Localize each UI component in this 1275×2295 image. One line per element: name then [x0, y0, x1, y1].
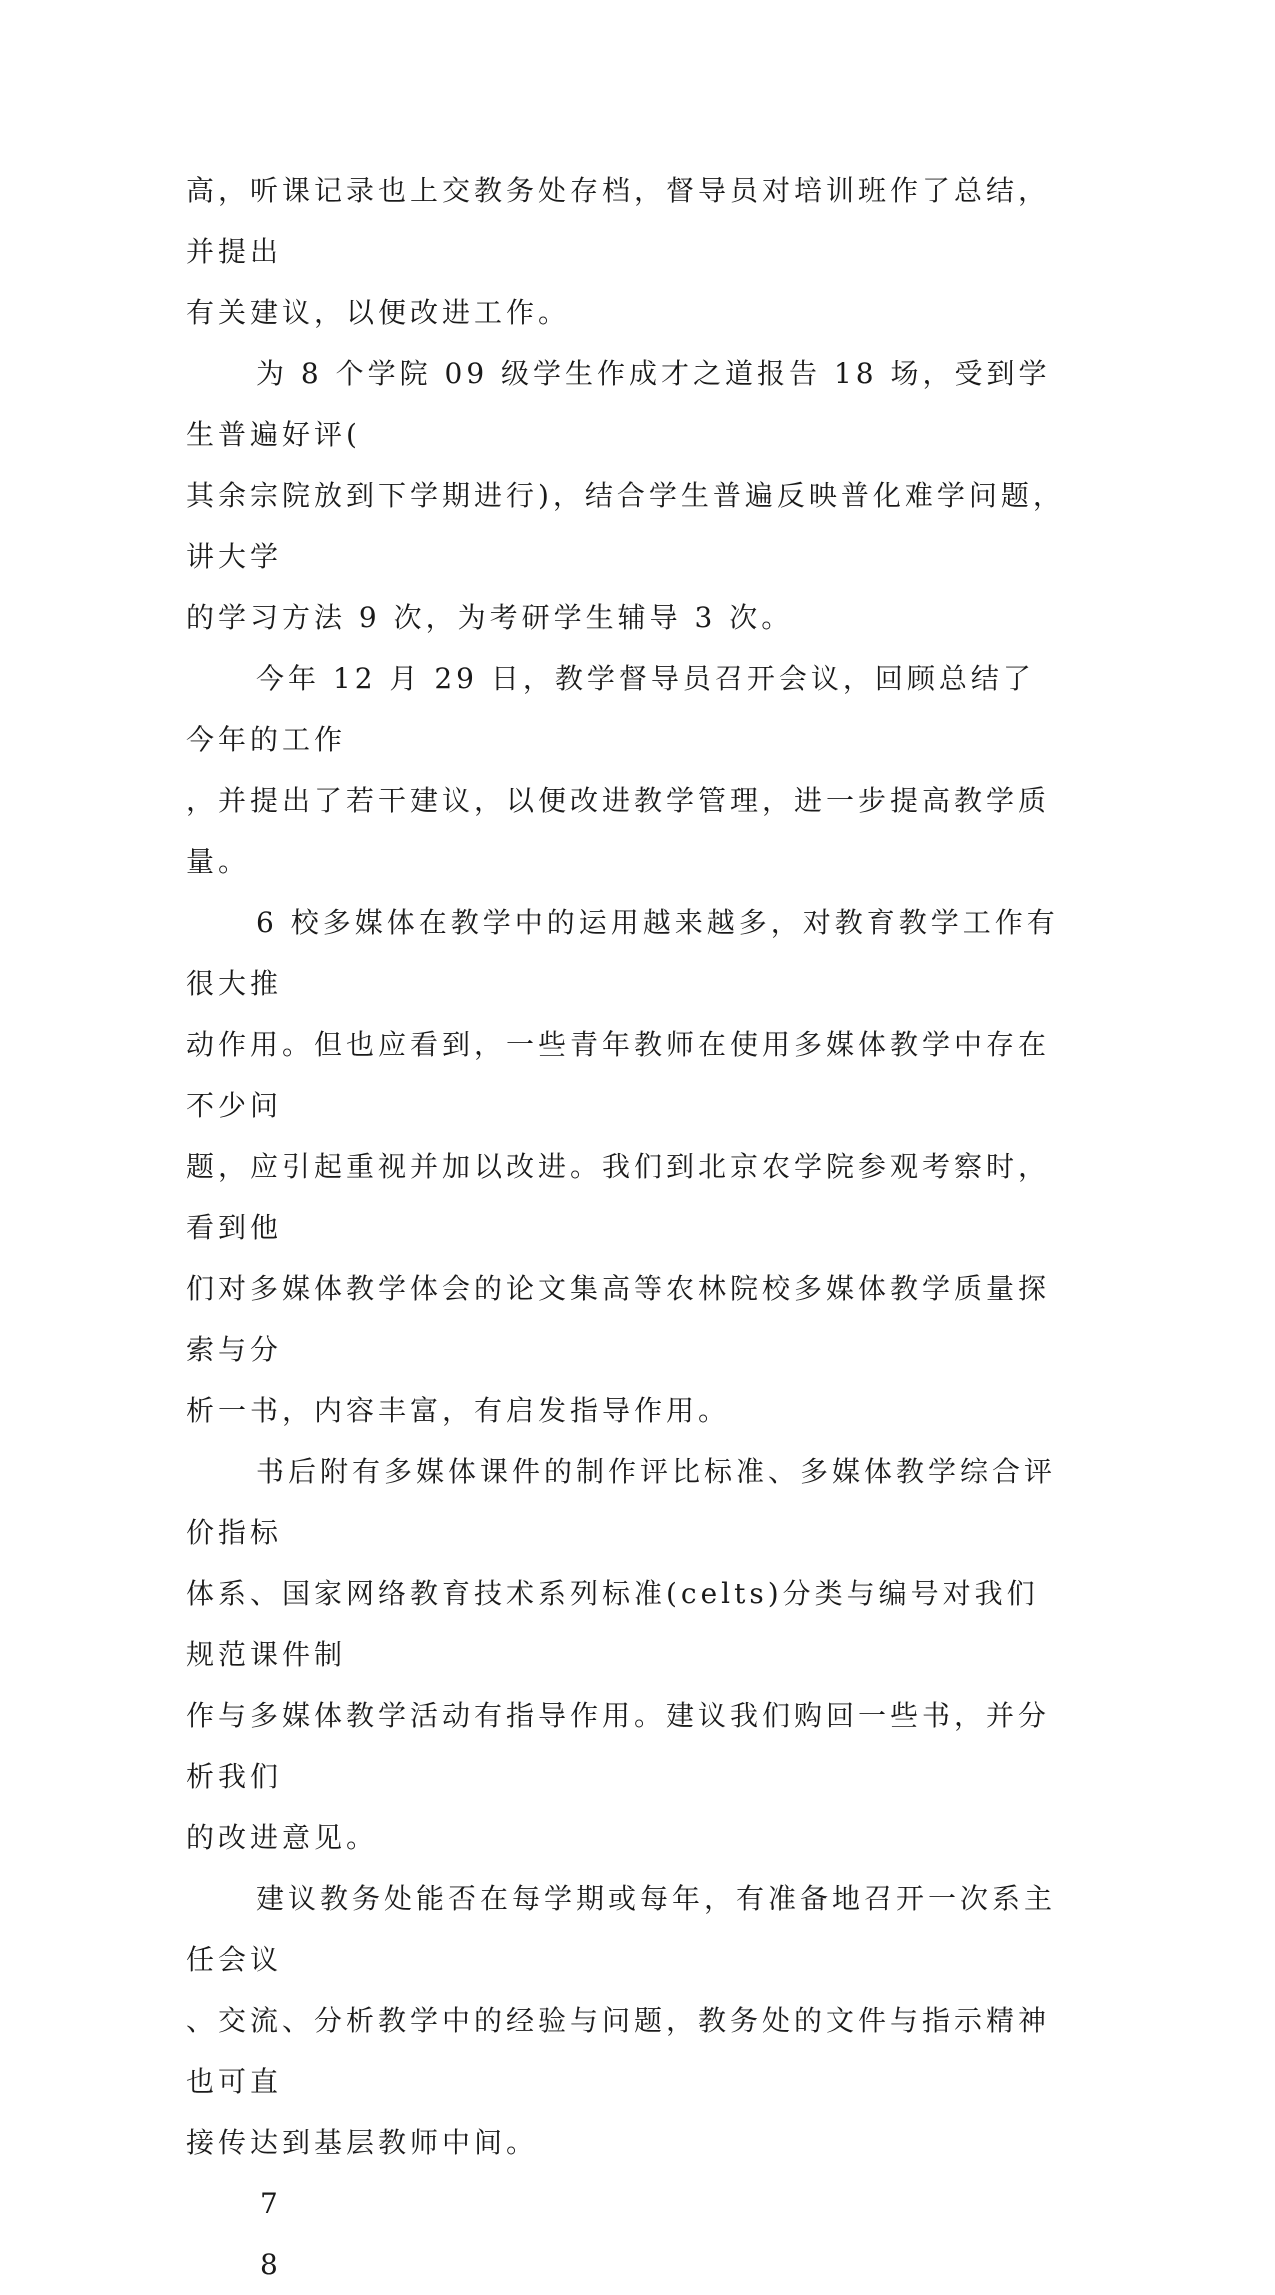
paragraph-3: 今年 12 月 29 日，教学督导员召开会议，回顾总结了今年的工作 ，并提出了若干建议，以便改进教学管理，进一步提高教学质量。: [186, 662, 1051, 878]
paragraph-2: 为 8 个学院 09 级学生作成才之道报告 18 场，受到学生普遍好评( 其余宗院放到下学期进行)，结合学生普遍反映普化难学问题，讲大学 的学习方法 9 次，为考研学生辅导 3 次。: [186, 357, 1065, 634]
paragraph-5: 书后附有多媒体课件的制作评比标准、多媒体教学综合评价指标 体系、国家网络教育技术系列标准(celts)分类与编号对我们规范课件制 作与多媒体教学活动有指导作用。建议我们购回一些书，并分析我们 的改进意见。: [186, 1455, 1057, 1854]
section-number-8: 8: [260, 2248, 282, 2281]
paragraph-1: 高，听课记录也上交教务处存档，督导员对培训班作了总结，并提出 有关建议，以便改进工作。: [186, 174, 1051, 329]
section-number-7: 7: [260, 2187, 282, 2220]
paragraph-4: 6 校多媒体在教学中的运用越来越多，对教育教学工作有很大推 动作用。但也应看到，一些青年教师在使用多媒体教学中存在不少问 题，应引起重视并加以改进。我们到北京农学院参观考察时，看到他 们对多媒体教学体会的论文集高等农林院校多媒体教学质量探索与分 析一书，内容丰富，有启发指导作用。: [186, 906, 1059, 1427]
document-body: [186, 160, 1066, 2295]
paragraph-6: 建议教务处能否在每学期或每年，有准备地召开一次系主任会议 、交流、分析教学中的经验与问题，教务处的文件与指示精神也可直 接传达到基层教师中间。: [186, 1882, 1057, 2159]
